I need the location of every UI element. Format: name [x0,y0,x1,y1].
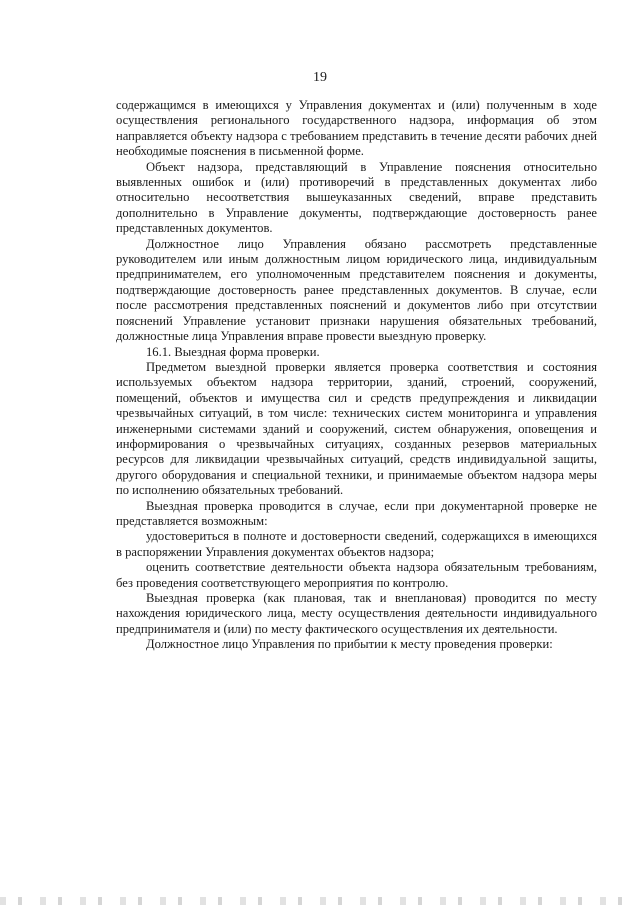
list-item: удостовериться в полноте и достоверности сведений, содержащихся в имеющихся в распоряжении Управления документах объектов надзора; [116,529,597,559]
paragraph: Должностное лицо Управления по прибытии к месту проведения проверки: [146,637,553,652]
paragraph: Объект надзора, представляющий в Управление пояснения относительно выявленных ошибок и (или) противоречий в представленных документах либо относительно несоответствия вышеуказанных сведений, вправе представить дополнительно в Управление документы, подтверждающие достоверность ранее представленных документов. [116,159,597,236]
page-number: 19 [313,70,327,85]
paragraph: Должностное лицо Управления обязано рассмотреть представленные руководителем или иным должностным лицом юридического лица, индивидуальным предпринимателем, его уполномоченным представителем пояснения и документы, подтверждающие достоверность ранее представленных документов. В случае, если после рассмотрения представленных пояснений и документов либо при отсутствии пояснений Управление установит признаки нарушения обязательных требований, должностные лица Управления вправе провести выездную проверку. [116,236,597,344]
paragraph: содержащимся в имеющихся у Управления документах и (или) полученным в ходе осуществления регионального государственного надзора, информация об этом направляется объекту надзора с требованием представить в течение десяти рабочих дней необходимые пояснения в письменной форме. [116,98,597,159]
section-heading: 16.1. Выездная форма проверки. [146,344,320,359]
paragraph: Выездная проверка проводится в случае, если при документарной проверке не представляется возможным: [116,498,597,528]
list-item: оценить соответствие деятельности объекта надзора обязательным требованиям, без проведения соответствующего мероприятия по контролю. [116,560,597,590]
paragraph: Предметом выездной проверки является проверка соответствия и состояния используемых объектом надзора территории, зданий, строений, сооружений, помещений, объектов и имущества сил и средств предупреждения и ликвидации чрезвычайных ситуаций, в том числе: технических систем мониторинга и управления инженерными системами зданий и сооружений, систем обнаружения, оповещения и информирования о чрезвычайных ситуациях, созданных резервов материальных ресурсов для ликвидации чрезвычайных ситуаций, средств индивидуальной защиты, другого оборудования и специальной техники, и принимаемые объектом надзора меры по исполнению обязательных требований. [116,359,597,498]
scan-edge-artifact [0,897,640,905]
paragraph: Выездная проверка (как плановая, так и внеплановая) проводится по месту нахождения юридического лица, месту осуществления деятельности индивидуального предпринимателя и (или) по месту фактического осуществления их деятельности. [116,591,597,636]
document-body [116,98,597,653]
